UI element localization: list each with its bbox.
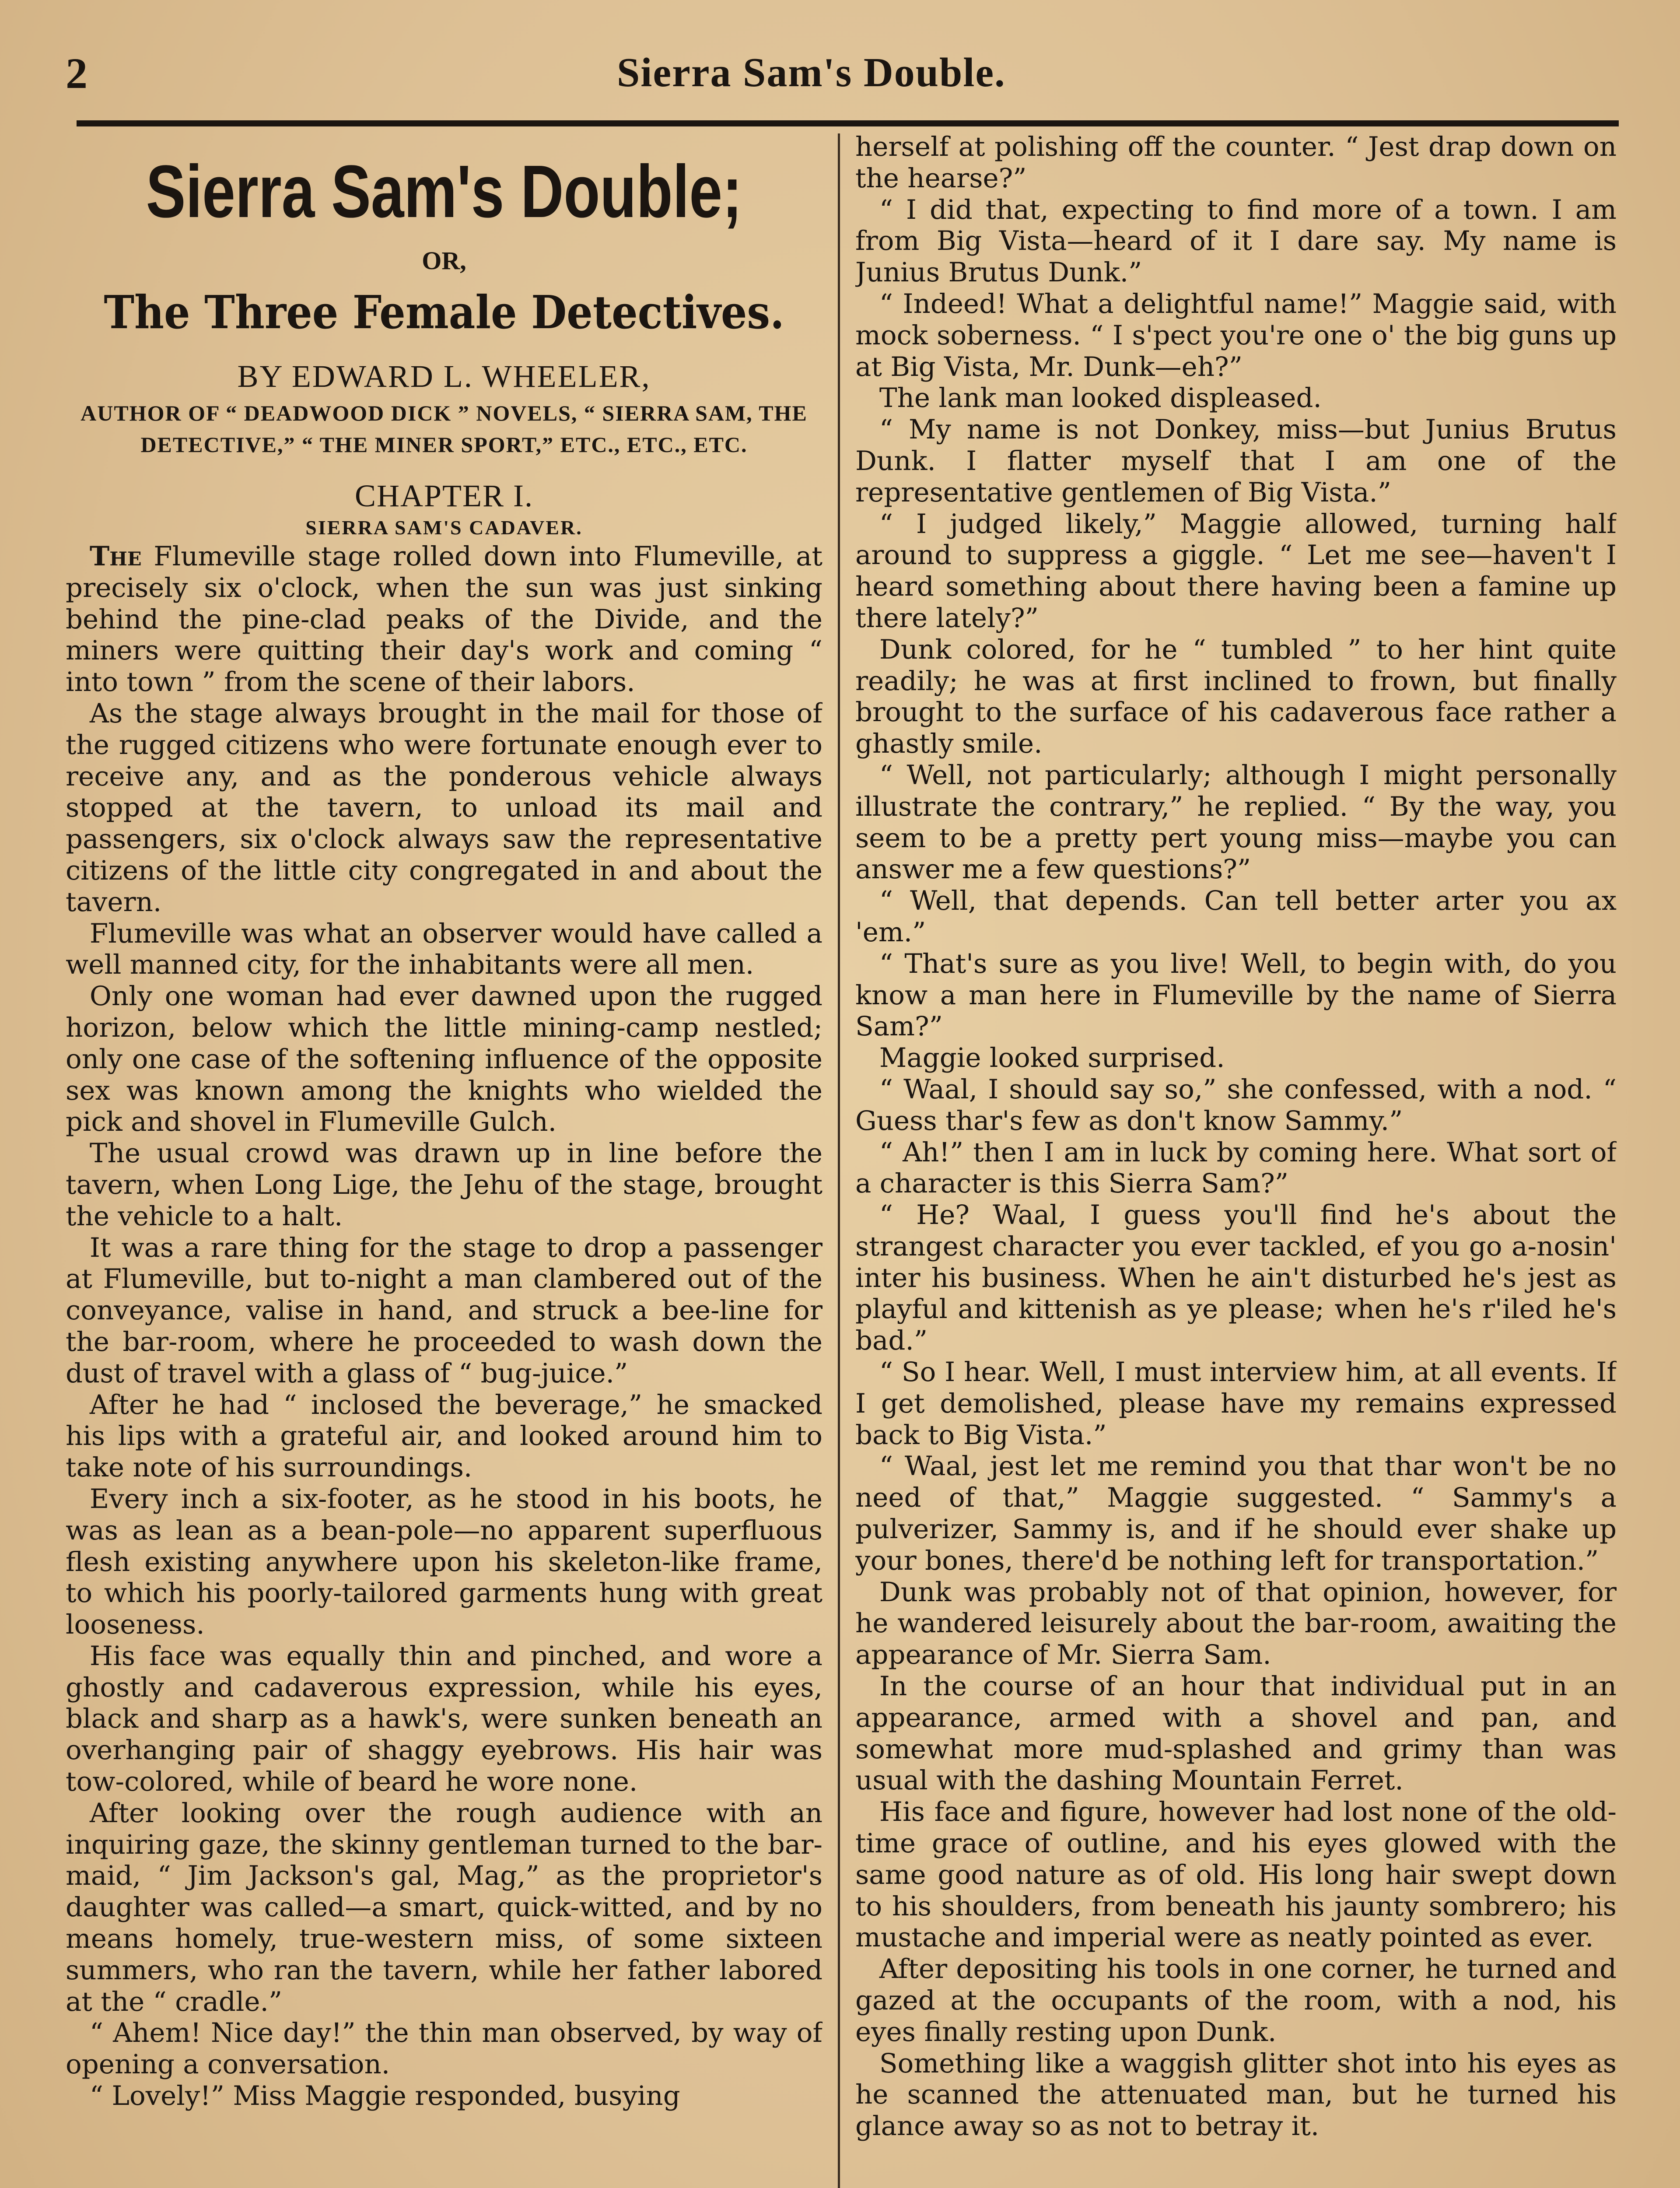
story-subtitle: The Three Female Detectives.	[104, 285, 784, 339]
running-title: Sierra Sam's Double.	[617, 50, 1006, 95]
paragraph: “ Ah!” then I am in luck by coming here. What sort of a character is this Sierra Sam?”	[855, 1136, 1617, 1199]
paragraph: “ Well, that depends. Can tell better arter you ax 'em.”	[855, 885, 1617, 948]
running-header	[0, 0, 1680, 127]
paragraph: “ Indeed! What a delightful name!” Maggie said, with mock soberness. “ I s'pect you're one o' the big guns up at Big Vista, Mr. Dunk—eh?”	[855, 288, 1617, 382]
paragraph: It was a rare thing for the stage to drop a passenger at Flumeville, but to-night a man clambered out of the conveyance, valise in hand, and struck a bee-line for the bar-room, where he proceeded to wash down the dust of travel with a glass of “ bug-juice.”	[66, 1232, 822, 1389]
paragraph	[66, 541, 822, 698]
header-rule	[77, 120, 1619, 126]
paragraph: “ That's sure as you live! Well, to begin with, do you know a man here in Flumeville by the name of Sierra Sam?”	[855, 948, 1617, 1042]
paragraph: As the stage always brought in the mail for those of the rugged citizens who were fortunate enough ever to receive any, and as the ponderous vehicle always stopped at the tavern, to unload its mail and passengers, six o'clock always saw the representative citizens of the little city congregated in and about the tavern.	[66, 698, 822, 918]
column-rule	[838, 133, 840, 2188]
paragraph: Flumeville was what an observer would have called a well manned city, for the inhabitants were all men.	[66, 918, 822, 981]
paragraph: Only one woman had ever dawned upon the rugged horizon, below which the little mining-camp nestled; only one case of the softening influence of the opposite sex was known among the knights who wielded the pick and shovel in Flumeville Gulch.	[66, 981, 822, 1138]
left-column	[66, 131, 822, 2188]
paragraph: “ Ahem! Nice day!” the thin man observed, by way of opening a conversation.	[66, 2017, 822, 2080]
paragraph: “ Well, not particularly; although I might personally illustrate the contrary,” he replied. “ By the way, you seem to be a pretty pert young miss—maybe you can answer me a few questions?”	[855, 759, 1617, 885]
chapter-heading: CHAPTER I.	[354, 478, 534, 513]
right-column	[855, 131, 1617, 2188]
paragraph: After he had “ inclosed the beverage,” he smacked his lips with a grateful air, and looked around him to take note of his surroundings.	[66, 1389, 822, 1483]
paragraph: Dunk colored, for he “ tumbled ” to her hint quite readily; he was at first inclined to frown, but finally brought to the surface of his cadaverous face rather a ghastly smile.	[855, 634, 1617, 760]
paragraph: “ I did that, expecting to find more of a town. I am from Big Vista—heard of it I dare say. My name is Junius Brutus Dunk.”	[855, 194, 1617, 288]
paragraph: In the course of an hour that individual put in an appearance, armed with a shovel and pan, and somewhat more mud-splashed and grimy than was usual with the dashing Mountain Ferret.	[855, 1671, 1617, 1796]
page-number: 2	[66, 49, 88, 98]
paragraph: Dunk was probably not of that opinion, however, for he wandered leisurely about the bar-room, awaiting the appearance of Mr. Sierra Sam.	[855, 1576, 1617, 1671]
chapter-title: SIERRA SAM'S CADAVER.	[305, 516, 583, 539]
paragraph: “ So I hear. Well, I must interview him, at all events. If I get demolished, please have my remains expressed back to Big Vista.”	[855, 1357, 1617, 1451]
title-or: OR,	[422, 246, 466, 275]
paragraph: Something like a waggish glitter shot into his eyes as he scanned the attenuated man, but he turned his glance away so as not to betray it.	[855, 2048, 1617, 2142]
paragraph: “ Waal, I should say so,” she confessed, with a nod. “ Guess thar's few as don't know Sammy.”	[855, 1073, 1617, 1136]
story-title: Sierra Sam's Double;	[146, 150, 742, 233]
paragraph-text: Flumeville stage rolled down into Flumeville, at precisely six o'clock, when the sun was just sinking behind the pine-clad peaks of the Divide, and the miners were quitting their day's work and coming “ into town ” from the scene of their labors.	[66, 541, 822, 698]
paragraph: His face was equally thin and pinched, and wore a ghostly and cadaverous expression, while his eyes, black and sharp as a hawk's, were sunken beneath an overhanging pair of shaggy eyebrows. His hair was tow-colored, while of beard he wore none.	[66, 1640, 822, 1798]
paragraph: “ I judged likely,” Maggie allowed, turning half around to suppress a giggle. “ Let me see—haven't I heard something about there having been a famine up there lately?”	[855, 508, 1617, 634]
paragraph: herself at polishing off the counter. “ Jest drap down on the hearse?”	[855, 131, 1617, 194]
paragraph: “ Waal, jest let me remind you that thar won't be no need of that,” Maggie suggested. “ Sammy's a pulverizer, Sammy is, and if he should ever shake up your bones, there'd be nothing left for transportation.”	[855, 1451, 1617, 1576]
paragraph: “ He? Waal, I guess you'll find he's about the strangest character you ever tackled, ef you go a-nosin' inter his business. When he ain't disturbed he's jest as playful and kittenish as ye please; when he's r'iled he's bad.”	[855, 1199, 1617, 1357]
author-note: AUTHOR OF “ DEADWOOD DICK ” NOVELS, “ SIERRA SAM, THE DETECTIVE,” “ THE MINER SPORT,” ETC., ETC., ETC.	[80, 401, 808, 457]
paragraph: The lank man looked displeased.	[879, 382, 1322, 414]
paragraph: The usual crowd was drawn up in line before the tavern, when Long Lige, the Jehu of the stage, brought the vehicle to a halt.	[66, 1138, 822, 1232]
paragraph: After depositing his tools in one corner, he turned and gazed at the occupants of the room, with a nod, his eyes finally resting upon Dunk.	[855, 1953, 1617, 2048]
first-word: The	[89, 541, 142, 572]
paragraph: After looking over the rough audience with an inquiring gaze, the skinny gentleman turned to the bar-maid, “ Jim Jackson's gal, Mag,” as the proprietor's daughter was called—a smart, quick-witted, and by no means homely, true-western miss, of some sixteen summers, who ran the tavern, while her father labored at the “ cradle.”	[66, 1797, 822, 2017]
paragraph: “ My name is not Donkey, miss—but Junius Brutus Dunk. I flatter myself that I am one of the representative gentlemen of Big Vista.”	[855, 414, 1617, 508]
byline: BY EDWARD L. WHEELER,	[237, 359, 651, 394]
paragraph: Every inch a six-footer, as he stood in his boots, he was as lean as a bean-pole—no apparent superfluous flesh existing anywhere upon his skeleton-like frame, to which his poorly-tailored garments hung with great looseness.	[66, 1483, 822, 1641]
paragraph: “ Lovely!” Miss Maggie responded, busying	[89, 2080, 680, 2112]
paragraph: Maggie looked surprised.	[879, 1042, 1225, 1074]
left-body	[66, 541, 822, 2112]
paragraph: His face and figure, however had lost none of the old-time grace of outline, and his eyes glowed with the same good nature as of old. His long hair swept down to his shoulders, from beneath his jaunty sombrero; his mustache and imperial were as neatly pointed as ever.	[855, 1796, 1617, 1953]
